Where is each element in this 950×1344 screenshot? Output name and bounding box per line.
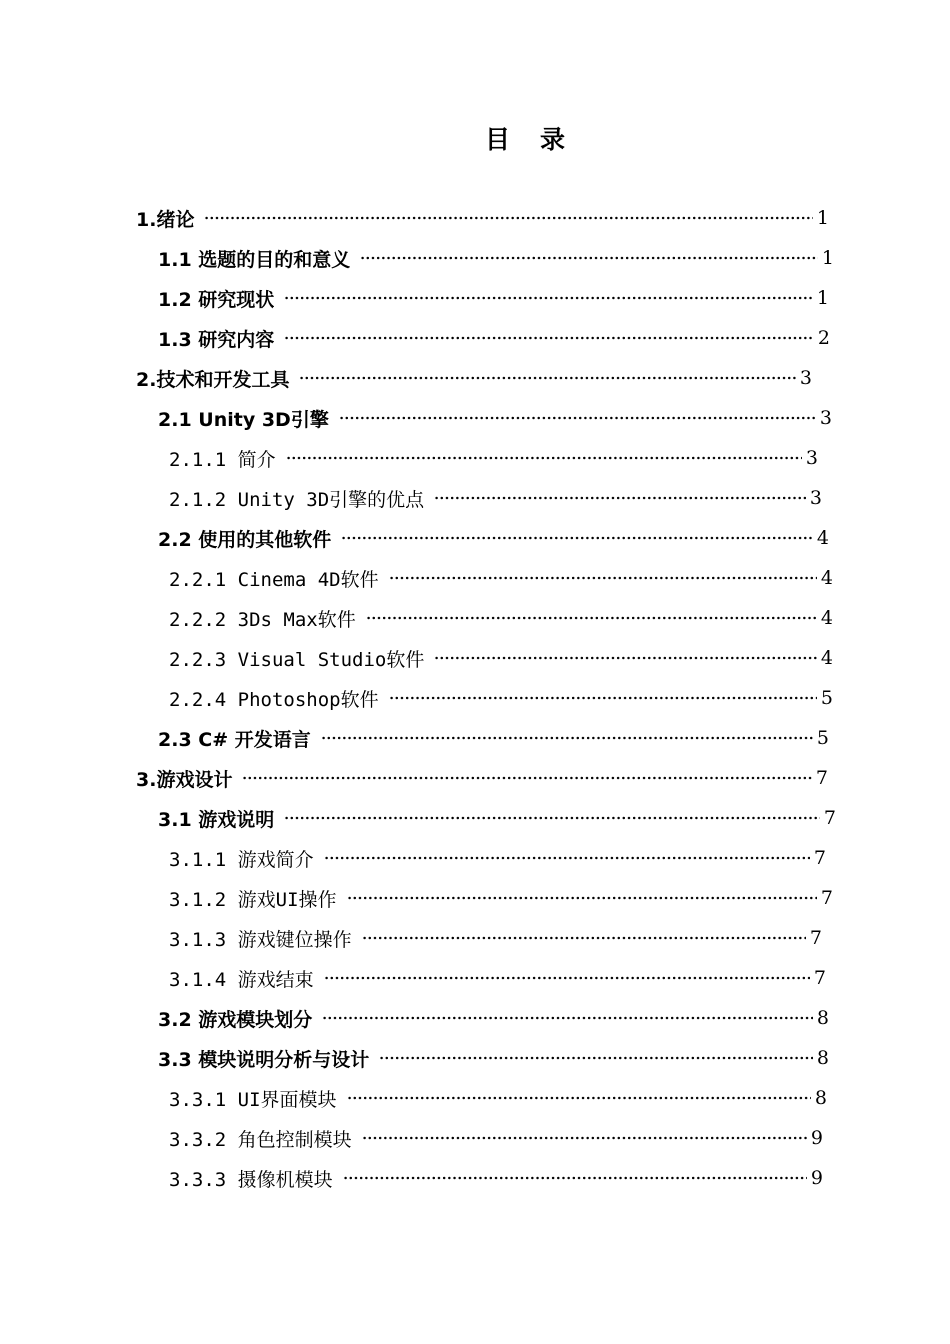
- toc-entry[interactable]: [136, 358, 812, 398]
- toc-entry-label: 3.1.4 游戏结束: [169, 968, 314, 991]
- toc-leader-dots: [347, 1096, 811, 1100]
- toc-entry-page: 2: [817, 327, 830, 349]
- toc-entry[interactable]: [169, 438, 818, 478]
- toc-leader-dots: [389, 576, 817, 580]
- toc-entry[interactable]: [169, 1118, 823, 1158]
- toc-entry-label: 1.3 研究内容: [158, 328, 275, 351]
- toc-entry-page: 1: [821, 247, 834, 269]
- toc-entry-label: 3.3.1 UI界面模块: [169, 1088, 337, 1111]
- toc-entry[interactable]: [158, 718, 829, 758]
- toc-leader-dots: [389, 696, 817, 700]
- toc-entry-label: 2.2.4 Photoshop软件: [169, 688, 379, 711]
- toc-entry-page: 5: [820, 687, 833, 709]
- toc-leader-dots: [362, 1136, 807, 1140]
- toc-entry-label: 2.2 使用的其他软件: [158, 528, 332, 551]
- toc-entry-page: 3: [799, 367, 812, 389]
- toc-entry-page: 3: [809, 487, 822, 509]
- toc-entry[interactable]: [136, 758, 828, 798]
- toc-entry[interactable]: [169, 918, 822, 958]
- toc-leader-dots: [360, 256, 818, 260]
- toc-entry-page: 3: [819, 407, 832, 429]
- toc-entry-label: 1.2 研究现状: [158, 288, 275, 311]
- toc-entry-page: 7: [813, 967, 826, 989]
- toc-entry-label: 3.1.1 游戏简介: [169, 848, 314, 871]
- page-title-part: 录: [540, 125, 566, 154]
- toc-entry-label: 3.游戏设计: [136, 768, 233, 791]
- toc-leader-dots: [324, 976, 810, 980]
- toc-entry[interactable]: [169, 1078, 827, 1118]
- toc-leader-dots: [286, 456, 802, 460]
- toc-leader-dots: [434, 656, 817, 660]
- toc-leader-dots: [379, 1056, 813, 1060]
- toc-entry-page: 9: [810, 1167, 823, 1189]
- toc-entry-label: 2.1.2 Unity 3D引擎的优点: [169, 488, 425, 511]
- toc-entry-label: 3.1.2 游戏UI操作: [169, 888, 337, 911]
- toc-entry-label: 2.1 Unity 3D引擎: [158, 408, 329, 431]
- toc-leader-dots: [347, 896, 817, 900]
- toc-entry-page: 8: [814, 1087, 827, 1109]
- toc-entry-label: 3.3 模块说明分析与设计: [158, 1048, 370, 1071]
- toc-leader-dots: [343, 1176, 807, 1180]
- toc-entry-label: 2.1.1 简介: [169, 448, 276, 471]
- toc-leader-dots: [366, 616, 817, 620]
- toc-entry[interactable]: [169, 638, 833, 678]
- toc-entry[interactable]: [169, 958, 826, 998]
- toc-entry-label: 1.绪论: [136, 208, 195, 231]
- toc-entry[interactable]: [169, 478, 822, 518]
- toc-leader-dots: [299, 376, 795, 380]
- toc-entry-page: 4: [820, 647, 833, 669]
- toc-entry[interactable]: [169, 838, 826, 878]
- toc-entry[interactable]: [158, 518, 829, 558]
- toc-entry-page: 7: [823, 807, 836, 829]
- toc-entry-page: 7: [820, 887, 833, 909]
- toc-entry-page: 1: [816, 207, 829, 229]
- toc-entry[interactable]: [169, 678, 833, 718]
- toc-leader-dots: [284, 816, 820, 820]
- toc-entry-label: 2.3 C# 开发语言: [158, 728, 311, 751]
- toc-leader-dots: [284, 296, 813, 300]
- toc-entry[interactable]: [169, 1158, 823, 1198]
- toc-entry-label: 1.1 选题的目的和意义: [158, 248, 351, 271]
- toc-entry[interactable]: [158, 1038, 829, 1078]
- toc-leader-dots: [204, 216, 812, 220]
- toc-leader-dots: [284, 336, 814, 340]
- toc-entry[interactable]: [169, 598, 833, 638]
- toc-entry[interactable]: [158, 798, 836, 838]
- toc-entry-page: 4: [820, 607, 833, 629]
- toc-entry-label: 2.2.1 Cinema 4D软件: [169, 568, 379, 591]
- toc-entry-page: 8: [816, 1047, 829, 1069]
- toc-entry-page: 7: [813, 847, 826, 869]
- toc-entry-page: 4: [820, 567, 833, 589]
- page-title: [0, 120, 950, 156]
- toc-entry-page: 8: [816, 1007, 829, 1029]
- toc-entry[interactable]: [158, 398, 832, 438]
- toc-leader-dots: [434, 496, 806, 500]
- toc-leader-dots: [339, 416, 816, 420]
- toc-entry-label: 2.2.2 3Ds Max软件: [169, 608, 356, 631]
- toc-entry[interactable]: [158, 318, 830, 358]
- toc-entry[interactable]: [136, 198, 829, 238]
- toc-leader-dots: [341, 536, 813, 540]
- toc-entry-page: 1: [816, 287, 829, 309]
- toc-entry-label: 3.1.3 游戏键位操作: [169, 928, 352, 951]
- toc-leader-dots: [321, 736, 813, 740]
- toc-entry-page: 7: [815, 767, 828, 789]
- toc-entry-page: 9: [810, 1127, 823, 1149]
- toc-entry[interactable]: [158, 278, 829, 318]
- toc-entry-page: 7: [809, 927, 822, 949]
- toc-leader-dots: [324, 856, 810, 860]
- toc-entry-label: 3.2 游戏模块划分: [158, 1008, 313, 1031]
- toc-entry-label: 3.1 游戏说明: [158, 808, 275, 831]
- toc-entry-label: 3.3.3 摄像机模块: [169, 1168, 333, 1191]
- toc-entry-label: 3.3.2 角色控制模块: [169, 1128, 352, 1151]
- page-title-part: 目: [484, 125, 510, 154]
- toc-entry-page: 3: [805, 447, 818, 469]
- toc-entry[interactable]: [169, 878, 833, 918]
- toc-entry-label: 2.2.3 Visual Studio软件: [169, 648, 425, 671]
- toc-entry[interactable]: [158, 998, 829, 1038]
- toc-entry[interactable]: [158, 238, 834, 278]
- toc-entry-page: 5: [816, 727, 829, 749]
- toc-leader-dots: [362, 936, 806, 940]
- toc-leader-dots: [242, 776, 811, 780]
- toc-entry[interactable]: [169, 558, 833, 598]
- toc-entry-page: 4: [816, 527, 829, 549]
- toc-leader-dots: [322, 1016, 813, 1020]
- toc-entry-label: 2.技术和开发工具: [136, 368, 290, 391]
